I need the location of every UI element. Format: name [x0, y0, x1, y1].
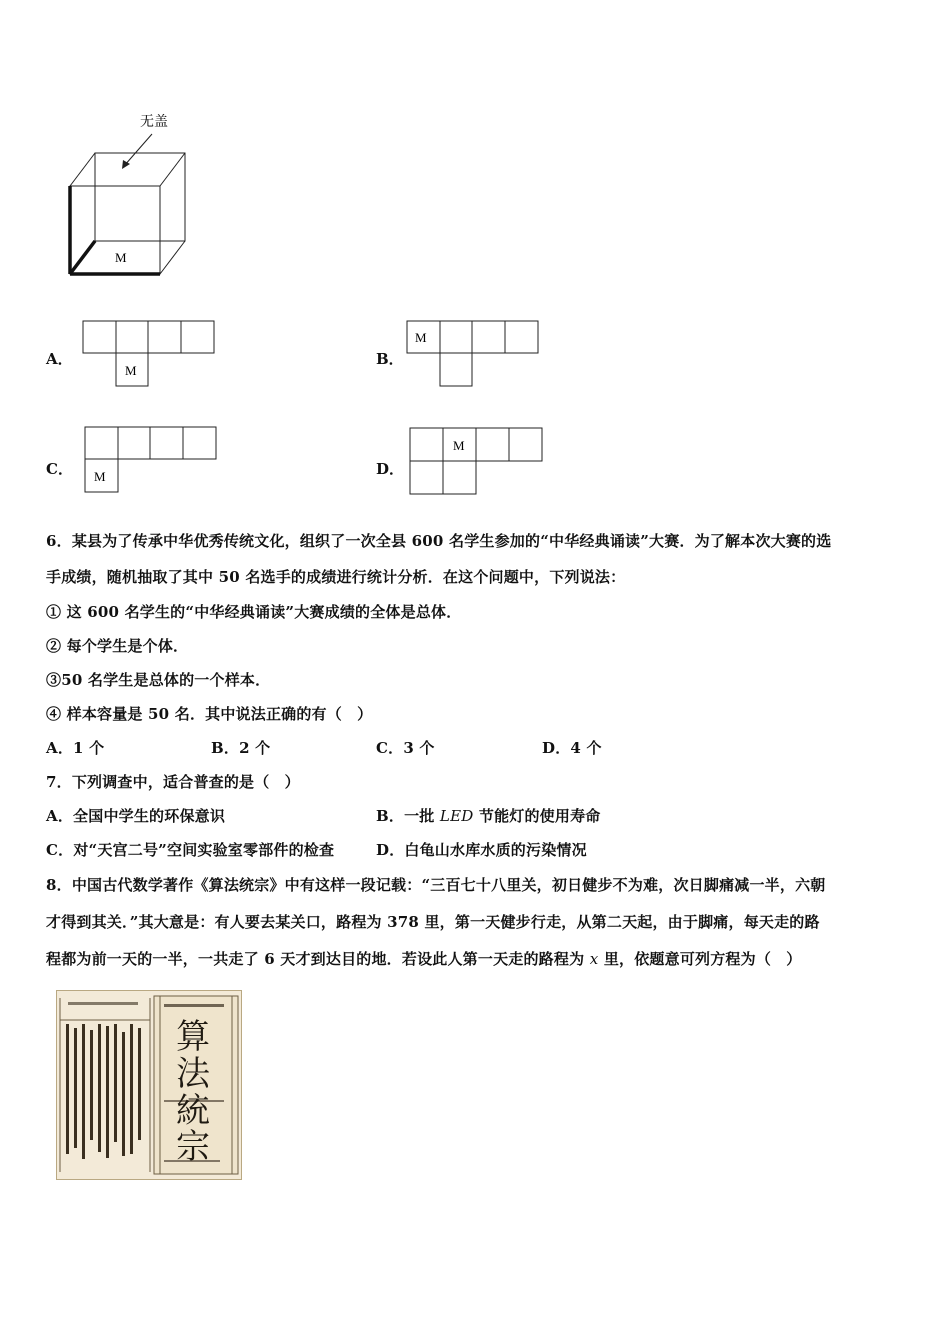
q6-statement-1: ① 这 600 名学生的“中华经典诵读”大赛成绩的全体是总体．: [46, 603, 462, 621]
net-b-face-label: M: [415, 330, 427, 345]
q7-option-d: D．白龟山水库水质的污染情况: [376, 841, 587, 859]
q8-line3-var: x: [589, 950, 599, 968]
q6-option-a: A．1 个: [46, 739, 105, 757]
net-a-figure: [82, 320, 216, 388]
net-d-figure: [408, 426, 544, 496]
net-c-figure: [84, 426, 218, 494]
book-title-char-1: 算: [176, 1019, 210, 1056]
q6-statement-4: ④ 样本容量是 50 名．其中说法正确的有（ ）: [46, 705, 373, 723]
net-a-label: A．: [46, 350, 73, 368]
suanfa-tongzong-book-image: [56, 990, 242, 1180]
q7-option-b: [376, 805, 600, 826]
q6-option-b: B．2 个: [211, 739, 271, 757]
cube-edge: [70, 153, 95, 186]
q7-stem: 7．下列调查中，适合普查的是（ ）: [46, 773, 300, 791]
q6-statement-2: ② 每个学生是个体．: [46, 637, 189, 655]
net-a-face-label: M: [125, 363, 137, 378]
cube-face-label: M: [115, 250, 127, 265]
open-cube-figure: [60, 108, 200, 283]
net-b-label: B．: [376, 350, 404, 368]
cube-edge: [160, 153, 185, 186]
q6-option-c: C．3 个: [376, 739, 435, 757]
book-title-char-2: 法: [176, 1056, 210, 1093]
q7-option-b-var: LED: [439, 807, 474, 825]
net-b-figure: [406, 320, 540, 388]
cube-caption: 无盖: [140, 115, 168, 130]
q8-line3-prefix: 程都为前一天的一半，一共走了 6 天才到达目的地．若设此人第一天走的路程为: [46, 950, 590, 968]
q8-line3-suffix: 里，依题意可列方程为（ ）: [598, 950, 802, 968]
q6-line1: 6．某县为了传承中华优秀传统文化，组织了一次全县 600 名学生参加的“中华经典诵读”大赛．为了解本次大赛的选: [46, 532, 832, 550]
cube-bold-edge: [70, 241, 95, 274]
net-d-face-label: M: [453, 438, 465, 453]
q7-option-b-prefix: B．一批: [376, 807, 440, 825]
book-title-char-3: 統: [176, 1093, 210, 1130]
cube-edge: [160, 241, 185, 274]
q7-option-b-suffix: 节能灯的使用寿命: [473, 807, 601, 825]
net-c-face-label: M: [94, 469, 106, 484]
net-d-label: D．: [376, 460, 405, 478]
caption-arrow: [124, 134, 152, 166]
book-title-char-4: 宗: [176, 1129, 210, 1166]
q8-line2: 才得到其关．”其大意是：有人要去某关口，路程为 378 里，第一天健步行走，从第二天起，由于脚痛，每天走的路: [46, 913, 820, 931]
q6-line2: 手成绩，随机抽取了其中 50 名选手的成绩进行统计分析．在这个问题中，下列说法：: [46, 568, 626, 586]
q6-statement-3: ③50 名学生是总体的一个样本．: [46, 671, 271, 689]
q8-line3: [46, 948, 801, 969]
q7-option-a: A．全国中学生的环保意识: [46, 807, 226, 825]
caption-arrowhead: [122, 160, 130, 169]
cube-back-face: [95, 153, 185, 241]
q6-option-d: D．4 个: [542, 739, 602, 757]
net-c-label: C．: [46, 460, 73, 478]
q8-line1: 8．中国古代数学著作《算法统宗》中有这样一段记载：“三百七十八里关，初日健步不为难，次日脚痛减一半，六朝: [46, 876, 826, 894]
q7-option-c: C．对“天宫二号”空间实验室零部件的检查: [46, 841, 335, 859]
